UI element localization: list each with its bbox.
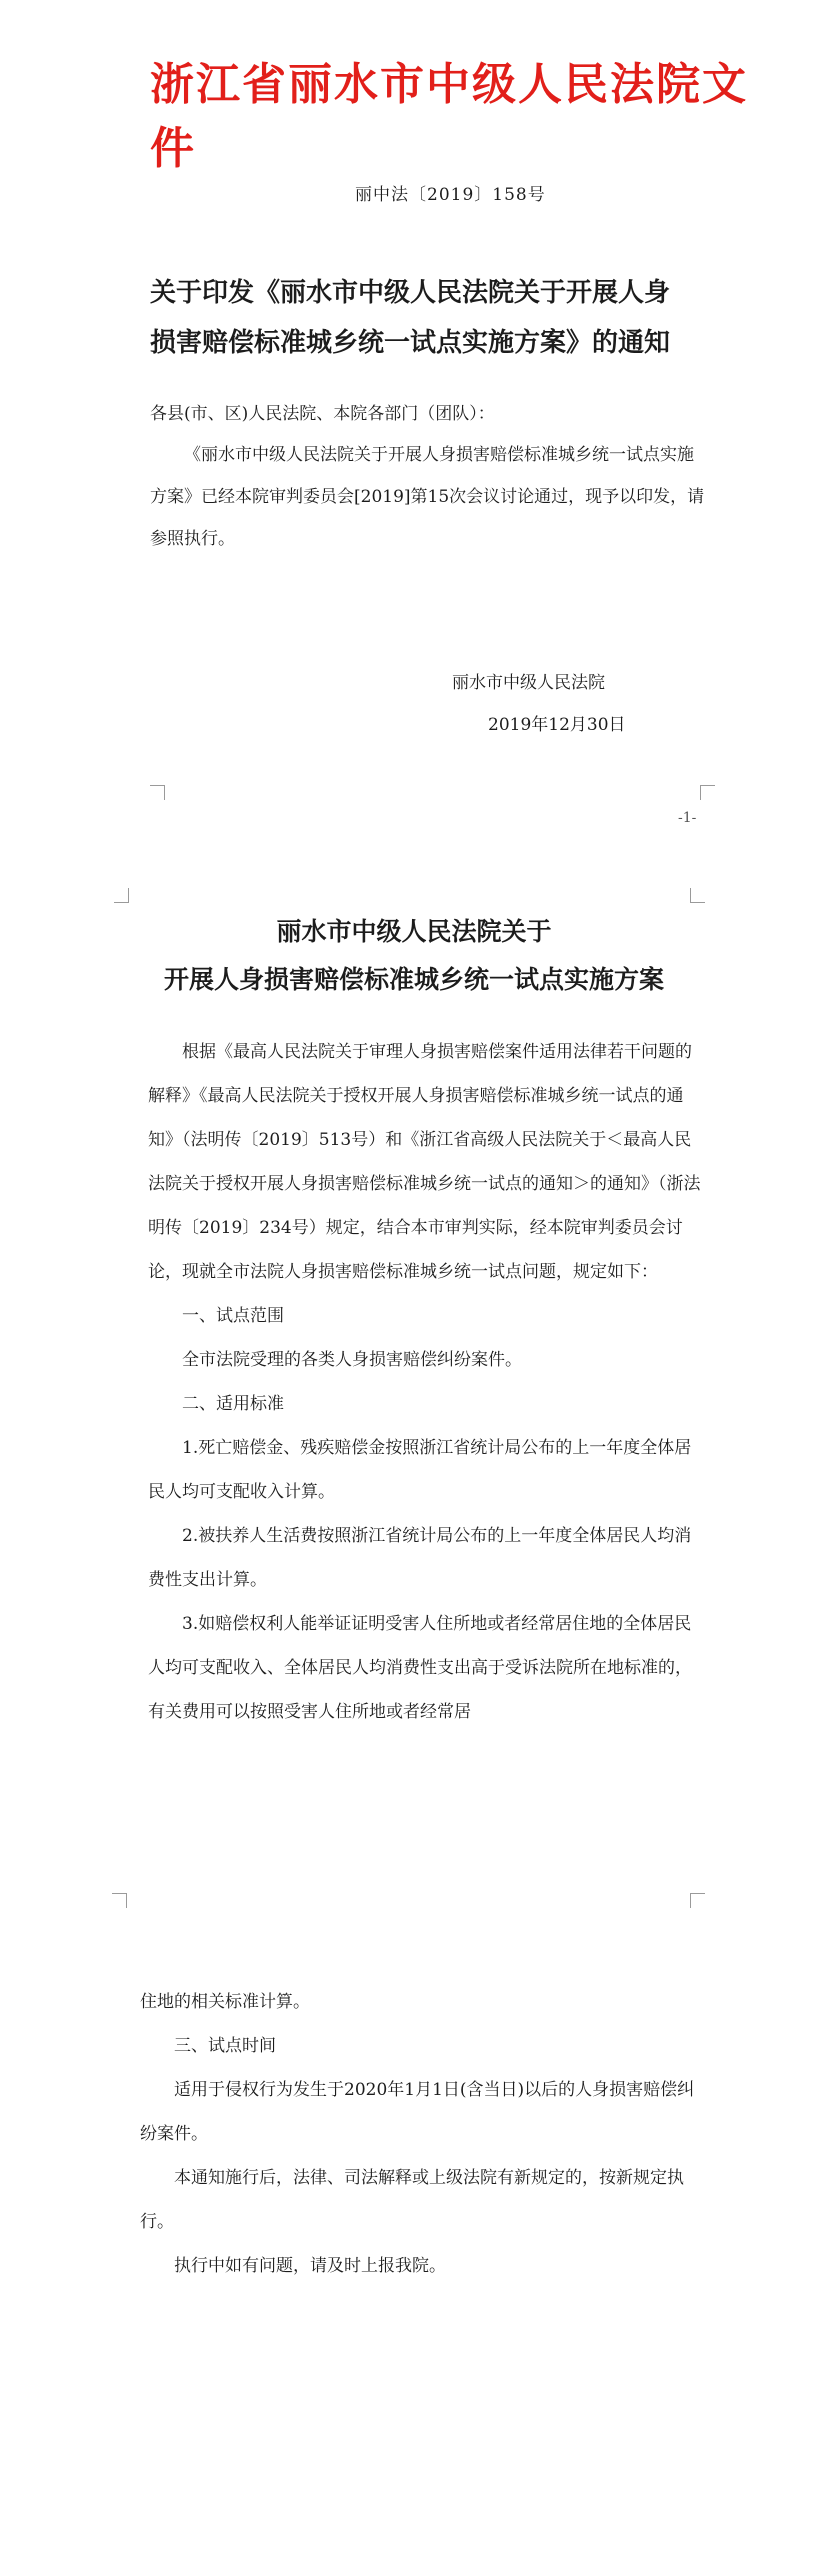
section-heading-scope: 一、试点范围 [182, 1306, 284, 1326]
issue-date: 2019年12月30日 [488, 715, 626, 735]
notice-title-line1: 关于印发《丽水市中级人民法院关于开展人身 [150, 278, 671, 308]
addressee: 各县(市、区)人民法院、本院各部门（团队）： [150, 404, 495, 424]
standard-item-1: 1.死亡赔偿金、残疾赔偿金按照浙江省统计局公布的上一年度全体居民人均可支配收入计算。 [148, 1438, 692, 1502]
issuing-court: 丽水市中级人民法院 [452, 673, 605, 693]
page-separator [0, 862, 828, 878]
section-text-scope: 全市法院受理的各类人身损害赔偿纠纷案件。 [182, 1350, 522, 1370]
document-number: 丽中法〔2019〕158号 [355, 185, 546, 205]
plan-body-continued [140, 1980, 700, 2288]
crop-mark-bottom-left [150, 785, 165, 800]
crop-mark-top-right [690, 888, 705, 903]
plan-body [148, 1030, 708, 1734]
page-number: -1- [678, 810, 697, 826]
section-text-period: 适用于侵权行为发生于2020年1月1日(含当日)以后的人身损害赔偿纠纷案件。 [140, 2080, 695, 2144]
closing-contact: 执行中如有问题，请及时上报我院。 [174, 2256, 446, 2276]
crop-mark-top-left [114, 888, 129, 903]
standard-item-3: 3.如赔偿权利人能举证证明受害人住所地或者经常居住地的全体居民人均可支配收入、全体居民人均消费性支出高于受诉法院所在地标准的，有关费用可以按照受害人住所地或者经常居 [148, 1614, 692, 1722]
plan-title-line1: 丽水市中级人民法院关于 [276, 917, 552, 946]
section-heading-period: 三、试点时间 [174, 2036, 276, 2056]
notice-title-line2: 损害赔偿标准城乡统一试点实施方案》的通知 [150, 328, 671, 358]
crop-mark-bottom-right-2 [690, 1893, 705, 1908]
notice-paragraph: 《丽水市中级人民法院关于开展人身损害赔偿标准城乡统一试点实施方案》已经本院审判委员会[2019]第15次会议讨论通过，现予以印发，请参照执行。 [150, 445, 705, 549]
crop-mark-bottom-right [700, 785, 715, 800]
section-heading-standards: 二、适用标准 [182, 1394, 284, 1414]
red-header-title: 浙江省丽水市中级人民法院文件 [150, 59, 748, 174]
crop-mark-bottom-left-2 [112, 1893, 127, 1908]
standard-item-2: 2.被扶养人生活费按照浙江省统计局公布的上一年度全体居民人均消费性支出计算。 [148, 1526, 692, 1590]
closing-clause: 本通知施行后，法律、司法解释或上级法院有新规定的，按新规定执行。 [140, 2168, 684, 2232]
notice-page [0, 0, 828, 862]
plan-page [0, 878, 828, 2563]
lead-paragraph: 根据《最高人民法院关于审理人身损害赔偿案件适用法律若干问题的解释》《最高人民法院关于授权开展人身损害赔偿标准城乡统一试点的通知》（法明传〔2019〕513号）和《浙江省高级人民法院关于＜最高人民法院关于授权开展人身损害赔偿标准城乡统一试点的通知＞的通知》（浙法明传〔2019〕234号）规定，结合本市审判实际，经本院审判委员会讨论，现就全市法院人身损害赔偿标准城乡统一试点问题，规定如下： [148, 1042, 701, 1282]
plan-title-line2: 开展人身损害赔偿标准城乡统一试点实施方案 [163, 965, 664, 994]
standard-item-3-continued: 住地的相关标准计算。 [140, 1992, 310, 2012]
notice-title [150, 268, 730, 368]
